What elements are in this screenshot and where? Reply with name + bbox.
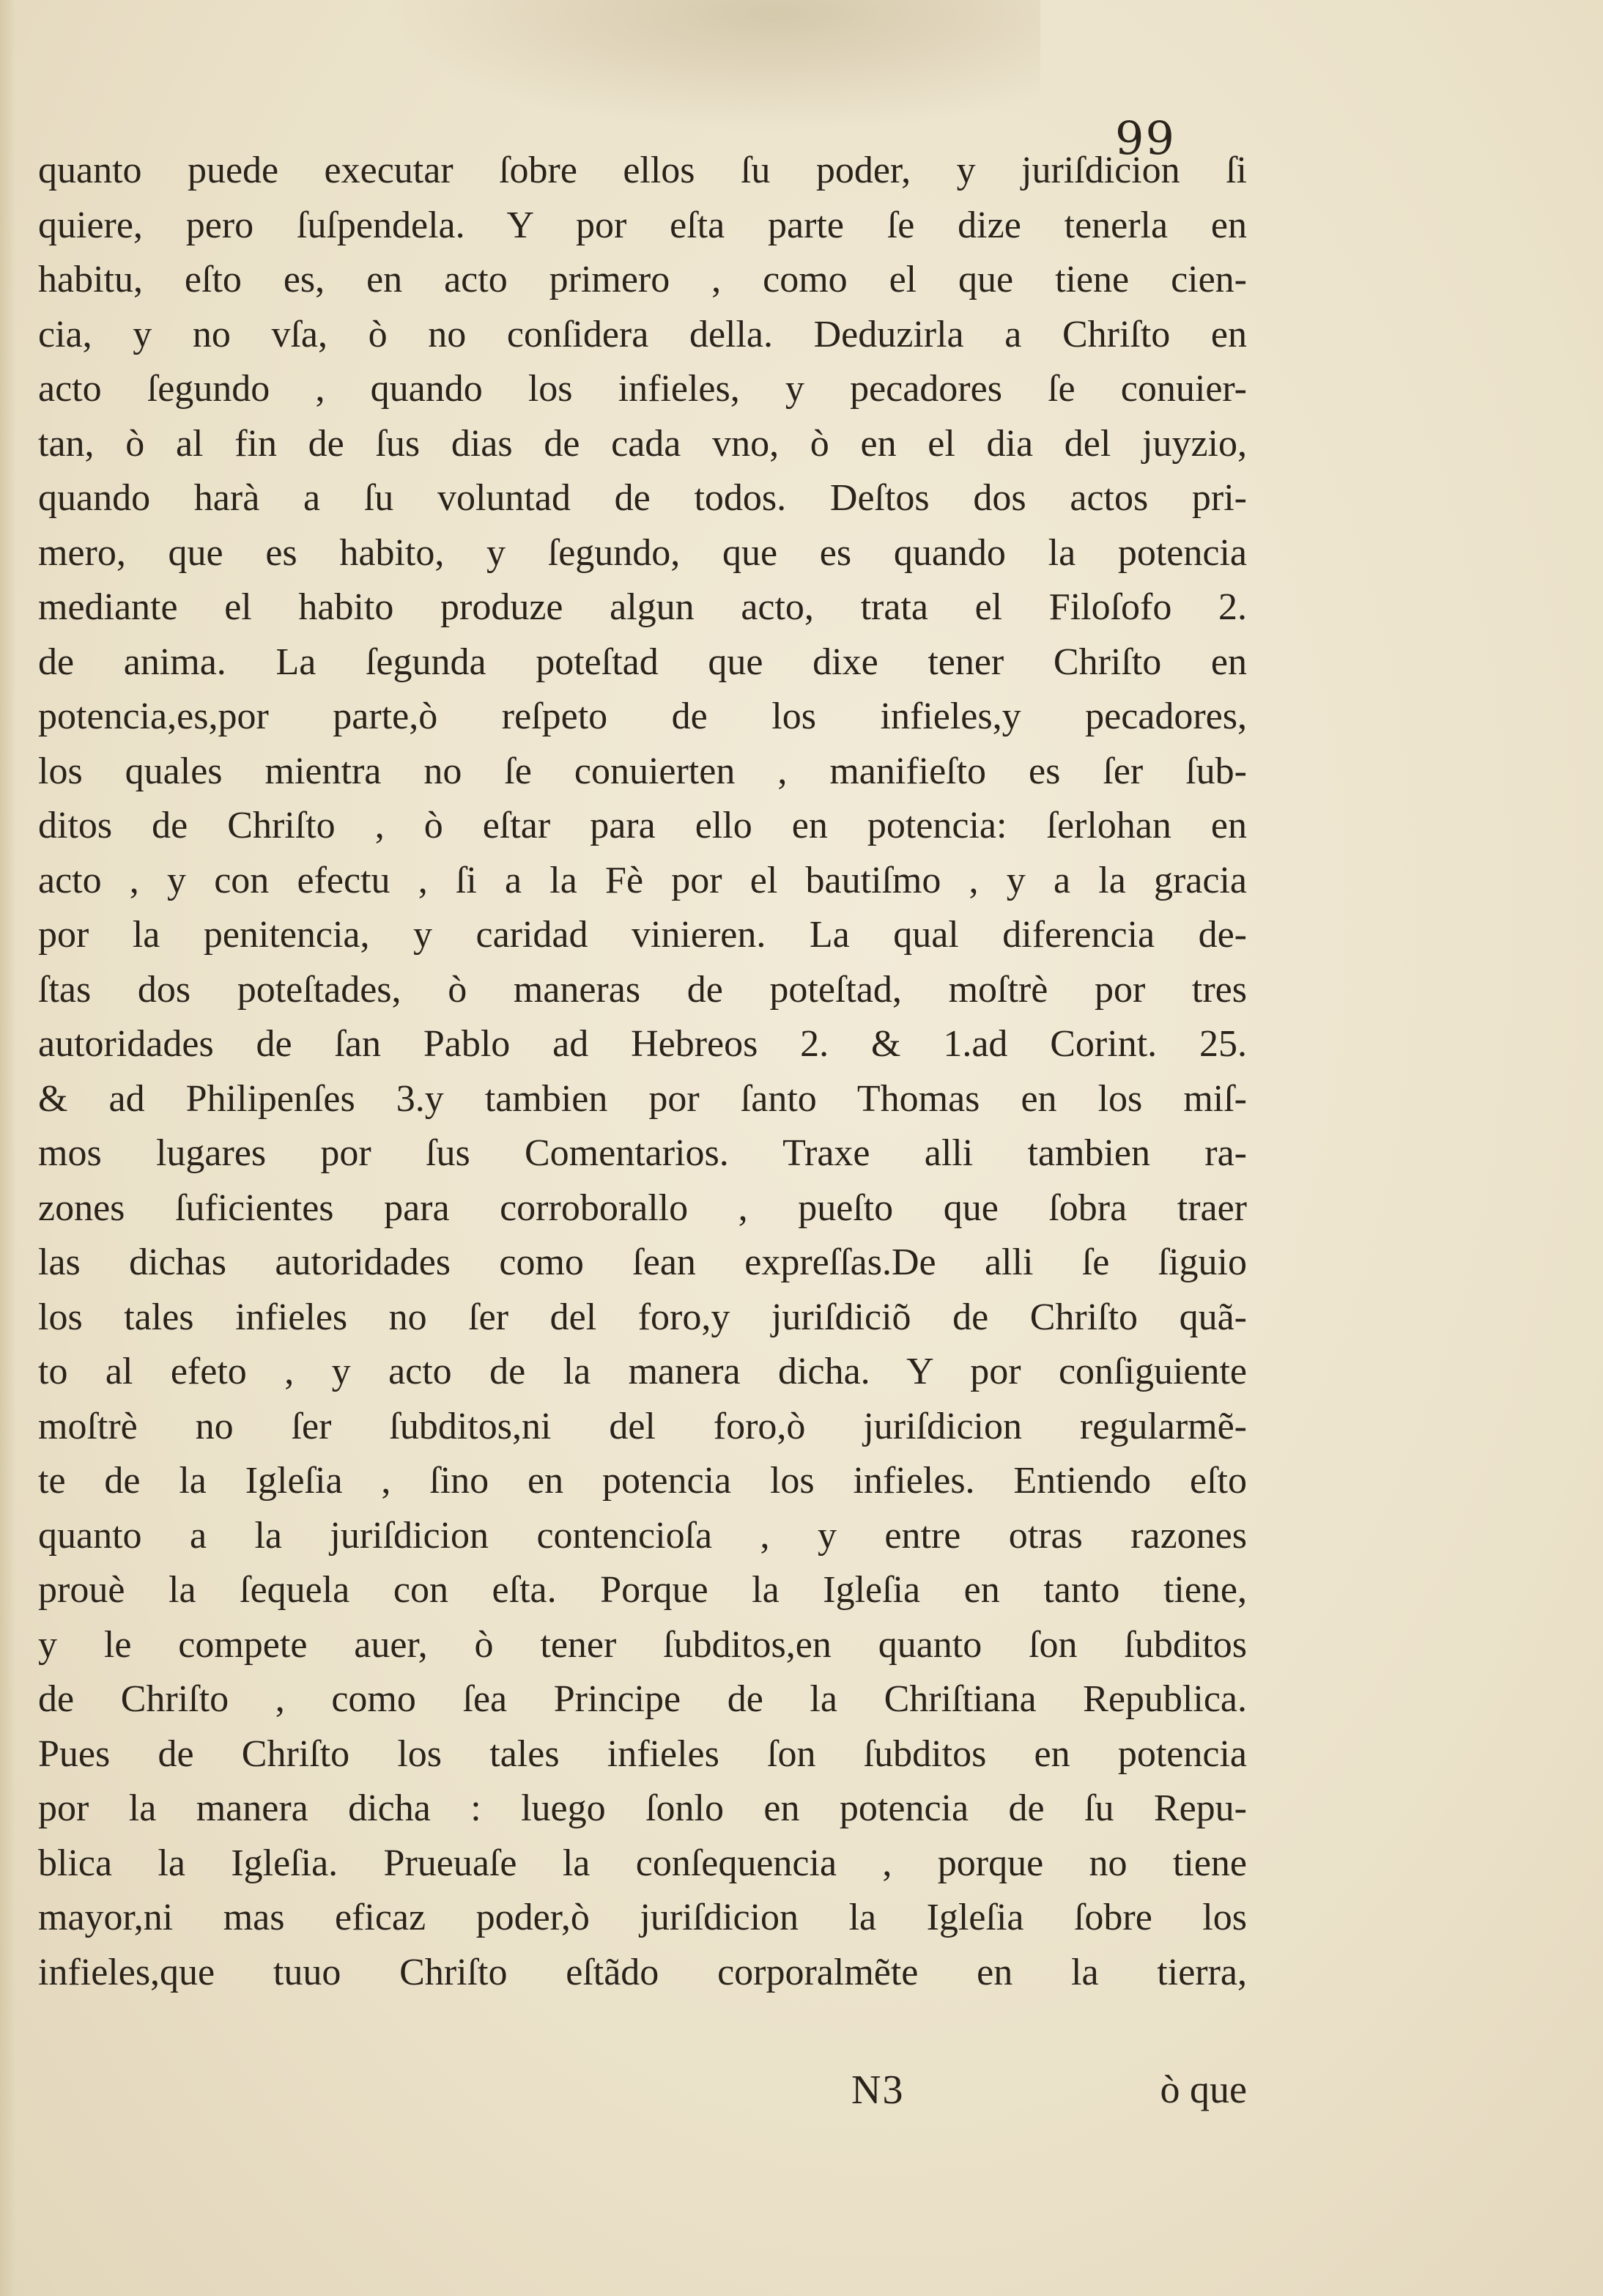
text-line: acto , y con efectu , ſi a la Fè por el bautiſmo , y a la gracia bbox=[38, 859, 1247, 901]
text-line: quanto a la juriſdicion contencioſa , y entre otras razones bbox=[38, 1514, 1247, 1557]
text-line: prouè la ſequela con eſta. Porque la Igleſia en tanto tiene, bbox=[38, 1569, 1247, 1611]
text-line: moſtrè no ſer ſubditos,ni del foro,ò juriſdicion regularmẽ- bbox=[38, 1405, 1247, 1447]
text-line: mero, que es habito, y ſegundo, que es quando la potencia bbox=[38, 531, 1247, 574]
text-line: to al efeto , y acto de la manera dicha. Y por conſiguiente bbox=[38, 1351, 1247, 1392]
text-line: mayor,ni mas eficaz poder,ò juriſdicion la Igleſia ſobre los bbox=[38, 1897, 1247, 1938]
text-line: quiere, pero ſuſpendela. Y por eſta parte ſe dize tenerla en bbox=[38, 204, 1247, 246]
text-line: de Chriſto , como ſea Principe de la Chriſtiana Republica. bbox=[38, 1678, 1247, 1720]
text-line: acto ſegundo , quando los infieles, y pecadores ſe conuier- bbox=[38, 368, 1247, 410]
page-number: 99 bbox=[1115, 111, 1176, 165]
text-line: mediante el habito produze algun acto, trata el Filoſofo 2. bbox=[38, 586, 1247, 628]
text-line: infieles,que tuuo Chriſto eſtãdo corporalmẽte en la tierra, bbox=[38, 1951, 1247, 1993]
text-line: blica la Igleſia. Prueuaſe la conſequencia , porque no tiene bbox=[38, 1842, 1247, 1884]
text-line: quando harà a ſu voluntad de todos. Deſtos dos actos pri- bbox=[38, 477, 1247, 519]
catchword: ò que bbox=[1160, 2067, 1247, 2111]
text-line: tan, ò al fin de ſus dias de cada vno, ò en el dia del juyzio, bbox=[38, 422, 1247, 465]
text-line: ſtas dos poteſtades, ò maneras de poteſtad, moſtrè por tres bbox=[38, 968, 1247, 1011]
text-line: por la manera dicha : luego ſonlo en potencia de ſu Repu- bbox=[38, 1787, 1247, 1829]
text-line: las dichas autoridades como ſean expreſſas.De alli ſe ſiguio bbox=[38, 1241, 1247, 1283]
text-line: te de la Igleſia , ſino en potencia los infieles. Entiendo eſto bbox=[38, 1460, 1247, 1502]
text-line: potencia,es,por parte,ò reſpeto de los infieles,y pecadores, bbox=[38, 695, 1247, 737]
text-line: de anima. La ſegunda poteſtad que dixe tener Chriſto en bbox=[38, 641, 1247, 683]
text-line: quanto puede executar ſobre ellos ſu poder, y juriſdicion ſi bbox=[38, 150, 1247, 191]
text-line: cia, y no vſa, ò no conſidera della. Deduzirla a Chriſto en bbox=[38, 313, 1247, 355]
text-line: y le compete auer, ò tener ſubditos,en quanto ſon ſubditos bbox=[38, 1623, 1247, 1666]
signature-mark: N3 bbox=[851, 2067, 905, 2113]
text-line: los quales mientra no ſe conuierten , manifieſto es ſer ſub- bbox=[38, 750, 1247, 792]
text-line: zones ſuficientes para corroborallo , pueſto que ſobra traer bbox=[38, 1186, 1247, 1229]
paper-stain bbox=[381, 0, 1040, 132]
text-line: autoridades de ſan Pablo ad Hebreos 2. & 1.ad Corint. 25. bbox=[38, 1023, 1247, 1065]
text-line: por la penitencia, y caridad vinieren. La qual diferencia de- bbox=[38, 914, 1247, 956]
text-line: mos lugares por ſus Comentarios. Traxe alli tambien ra- bbox=[38, 1132, 1247, 1174]
text-line: ditos de Chriſto , ò eſtar para ello en potencia: ſerlohan en bbox=[38, 805, 1247, 846]
text-line: habitu, eſto es, en acto primero , como el que tiene cien- bbox=[38, 259, 1247, 300]
text-line: Pues de Chriſto los tales infieles ſon ſubditos en potencia bbox=[38, 1732, 1247, 1775]
body-text bbox=[38, 144, 1247, 2000]
page-edge-shadow bbox=[0, 0, 16, 2296]
text-line: & ad Philipenſes 3.y tambien por ſanto Thomas en los miſ- bbox=[38, 1077, 1247, 1120]
page-footer bbox=[38, 2067, 1247, 2125]
text-line: los tales infieles no ſer del foro,y juriſdiciõ de Chriſto quã- bbox=[38, 1296, 1247, 1338]
